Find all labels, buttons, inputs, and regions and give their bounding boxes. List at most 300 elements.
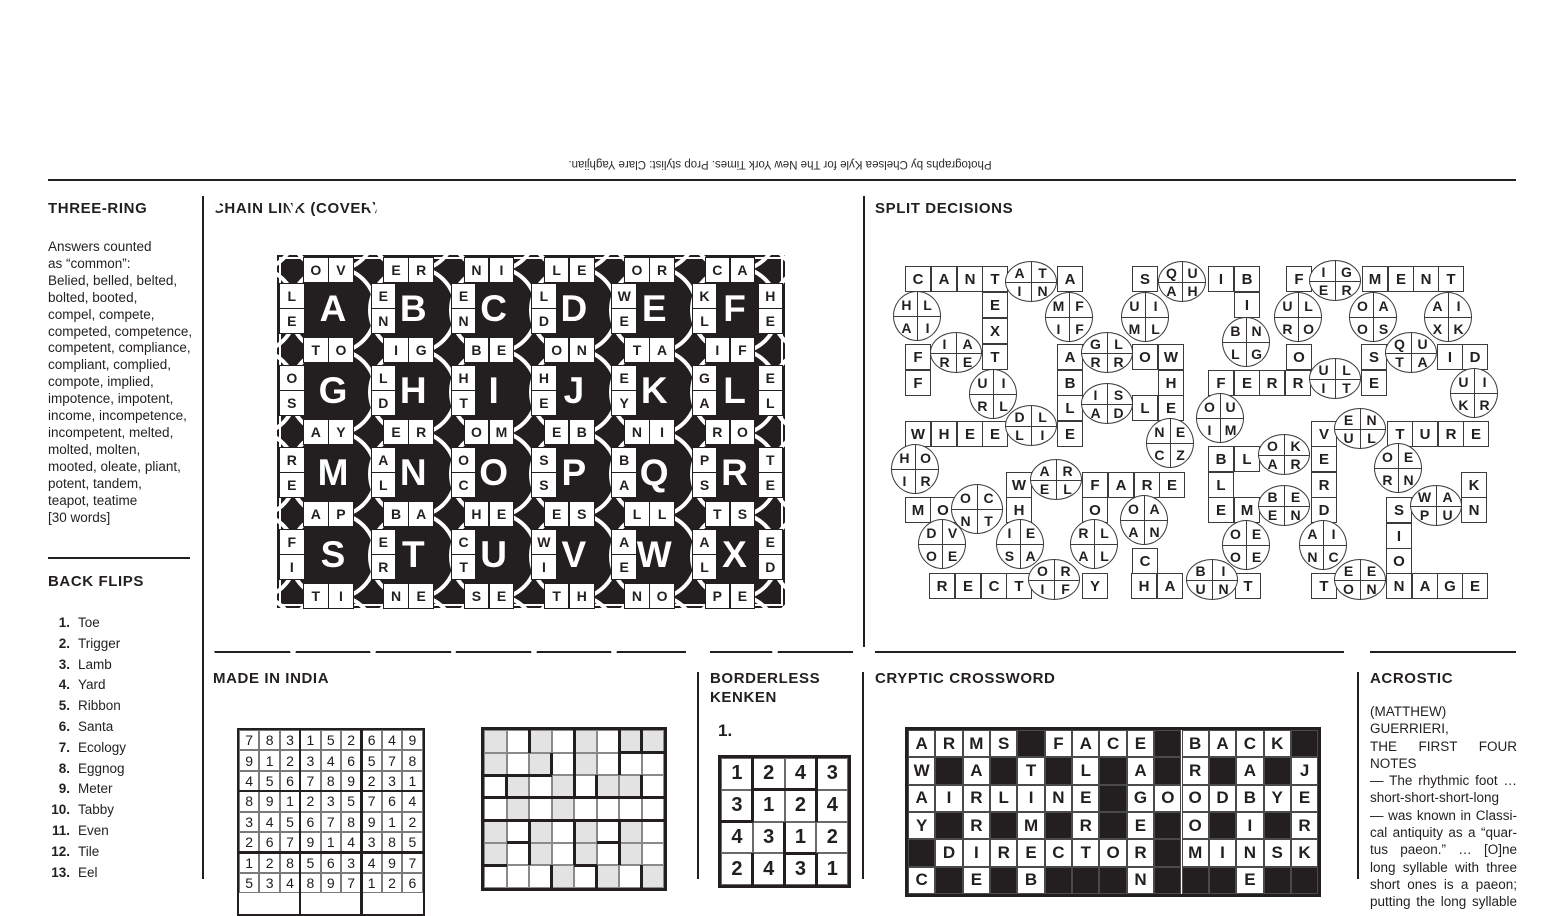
split-oval-letter: O — [1037, 562, 1048, 579]
split-square: E — [1463, 421, 1489, 447]
split-square: O — [930, 497, 956, 523]
kenken-cell: 3 — [816, 758, 848, 790]
split-oval-letter: A — [1442, 488, 1453, 505]
split-oval-letter: E — [1318, 281, 1329, 298]
sudoku-cell: 6 — [280, 771, 300, 791]
cryptic-cell: A — [1072, 730, 1099, 757]
split-oval-letter: C — [1154, 446, 1165, 463]
split-oval-letter: U — [1187, 264, 1198, 281]
thick-border-v — [528, 820, 531, 843]
thick-border-h — [552, 796, 575, 799]
chain-pair-letter: L — [649, 501, 675, 527]
region-cell — [597, 775, 620, 798]
chain-pair-letter: T — [705, 501, 731, 527]
region-cell — [642, 730, 665, 753]
split-square: B — [1234, 266, 1260, 292]
cryptic-cell: S — [990, 730, 1017, 757]
chain-pair-letter: G — [692, 365, 718, 391]
thick-border-v — [751, 790, 754, 822]
thick-border-v — [573, 820, 576, 843]
chain-pair-letter: C — [451, 472, 477, 498]
split-square: H — [1158, 370, 1184, 396]
split-square: A — [1057, 266, 1083, 292]
split-square: E — [957, 421, 983, 447]
region-cell — [574, 775, 597, 798]
chain-pair-letter: O — [328, 337, 354, 363]
split-oval-letter: A — [1078, 547, 1089, 564]
chain-pair-letter: L — [624, 501, 650, 527]
region-cell — [507, 775, 530, 798]
chain-pair-letter: R — [408, 257, 434, 283]
region-cell — [619, 798, 642, 821]
cryptic-cell: O — [1154, 785, 1181, 812]
split-oval — [1450, 368, 1498, 418]
sudoku-cell: 9 — [382, 852, 402, 872]
split-oval-letter: O — [1356, 320, 1368, 337]
split-oval-letter: L — [923, 297, 932, 314]
cryptic-cell: R — [1182, 757, 1209, 784]
chain-pair-letter: L — [531, 283, 557, 309]
chain-pair-letter: O — [464, 419, 490, 445]
split-oval-letter: U — [1318, 361, 1329, 378]
region-cell — [574, 798, 597, 821]
split-oval-letter: A — [1378, 298, 1389, 315]
cryptic-cell: A — [1127, 757, 1154, 784]
region-cell — [574, 730, 597, 753]
thick-border-h — [619, 819, 642, 822]
split-oval-letter: A — [1014, 264, 1025, 281]
region-cell — [507, 843, 530, 866]
region-cell — [529, 820, 552, 843]
sudoku-cell: 7 — [321, 812, 341, 832]
region-cell — [529, 798, 552, 821]
split-oval-letter: G — [1251, 345, 1263, 362]
split-oval-letter: F — [1075, 298, 1084, 315]
cryptic-cell: F — [1045, 730, 1072, 757]
region-cell — [597, 798, 620, 821]
split-square: S — [1386, 497, 1412, 523]
back-flips-answer: Ribbon — [78, 698, 121, 714]
thick-border-h — [785, 852, 817, 855]
section-title-three-ring: THREE-RING — [48, 200, 148, 217]
sudoku-cell: 8 — [321, 771, 341, 791]
chain-pair-letter: A — [730, 257, 756, 283]
split-square: A — [1412, 573, 1438, 599]
section-title-kenken — [710, 669, 820, 707]
cryptic-cell — [1264, 867, 1291, 894]
chain-big-letter: F — [723, 288, 746, 330]
chain-pair-letter: L — [371, 365, 397, 391]
split-square: R — [929, 573, 955, 599]
split-oval-letter: L — [1367, 429, 1376, 446]
chain-pair-letter: S — [531, 447, 557, 473]
split-oval-divider — [894, 316, 940, 317]
cryptic-cell: W — [908, 757, 935, 784]
chain-ring — [770, 347, 860, 437]
split-square: T — [1311, 573, 1337, 599]
thick-border-v — [550, 865, 553, 888]
sudoku-cell: 4 — [321, 750, 341, 770]
chain-pair-letter: A — [408, 501, 434, 527]
kenken-number-label: 1. — [718, 721, 733, 740]
thick-border-v — [618, 820, 621, 843]
chain-pair-letter: O — [624, 257, 650, 283]
split-oval-letter: R — [1062, 462, 1073, 479]
thick-border-h — [484, 864, 507, 867]
chain-pair-letter: I — [383, 337, 409, 363]
cryptic-cell: L — [1072, 757, 1099, 784]
split-oval-letter: R — [920, 472, 931, 489]
region-cell — [484, 820, 507, 843]
split-oval-letter: B — [1230, 323, 1241, 340]
split-oval — [1222, 317, 1270, 367]
split-square: S — [1361, 344, 1387, 370]
chain-big-letter: N — [399, 452, 427, 494]
split-oval — [1030, 459, 1082, 500]
sudoku-cell: 3 — [239, 812, 259, 832]
cryptic-cell — [1099, 867, 1126, 894]
back-flips-answer: Tabby — [78, 802, 115, 818]
split-oval-letter: A — [901, 319, 912, 336]
three-ring-line: incompetent, melted, — [48, 424, 174, 440]
chain-pair-letter: T — [303, 583, 329, 609]
split-square: E — [1159, 472, 1185, 498]
split-oval-letter: L — [1304, 298, 1313, 315]
split-square: V — [1311, 421, 1337, 447]
chain-pair-letter: O — [303, 257, 329, 283]
cryptic-cell: R — [1127, 839, 1154, 866]
cryptic-cell: A — [1209, 730, 1236, 757]
top-rule — [48, 179, 1516, 181]
chain-pair-letter: F — [730, 337, 756, 363]
split-oval-divider — [1223, 545, 1269, 546]
split-oval-letter: N — [1307, 548, 1318, 565]
chain-pair-letter: R — [371, 554, 397, 580]
split-oval-letter: N — [1149, 523, 1160, 540]
chain-pair-letter: W — [611, 283, 637, 309]
back-flips-number: 5. — [58, 698, 70, 714]
split-square: C — [981, 573, 1007, 599]
thick-border-h — [507, 819, 530, 822]
split-square: E — [1208, 497, 1234, 523]
cryptic-cell: T — [1072, 839, 1099, 866]
back-flips-number: 4. — [58, 677, 70, 693]
split-oval-letter: S — [1004, 547, 1015, 564]
split-oval-letter: N — [1251, 323, 1262, 340]
cryptic-cell — [1209, 757, 1236, 784]
three-ring-line: compel, compete, — [48, 306, 155, 322]
kenken-cell: 3 — [721, 790, 753, 822]
chain-big-letter: M — [317, 452, 349, 494]
three-ring-line: teapot, teatime — [48, 492, 138, 508]
sudoku-cell: 7 — [300, 771, 320, 791]
divider-cryptic-acrostic — [1357, 672, 1359, 879]
region-cell — [574, 820, 597, 843]
three-ring-line: potent, tandem, — [48, 475, 142, 491]
chain-pair-letter: E — [489, 501, 515, 527]
chain-pair-letter: N — [624, 419, 650, 445]
rule-cryptic — [875, 651, 1344, 653]
chain-pair-letter: R — [279, 447, 305, 473]
chain-pair-letter: R — [408, 419, 434, 445]
acrostic-line: tus paeon.” … [O]ne — [1370, 842, 1517, 858]
region-cell — [552, 843, 575, 866]
split-oval-divider — [1223, 342, 1269, 343]
back-flips-item — [40, 759, 200, 780]
cryptic-cell: B — [1017, 867, 1044, 894]
sudoku-cell: 4 — [280, 873, 300, 893]
thick-border-v — [618, 753, 621, 776]
chain-pair-letter: N — [569, 337, 595, 363]
region-cell — [529, 775, 552, 798]
sudoku-cell: 5 — [402, 832, 422, 852]
region-cell — [552, 865, 575, 888]
chain-pair-letter: E — [371, 529, 397, 555]
cryptic-cell — [990, 812, 1017, 839]
split-square: W — [1158, 344, 1184, 370]
split-oval-letter: O — [1343, 580, 1354, 597]
sudoku-cell: 3 — [259, 873, 279, 893]
chain-pair-letter: Y — [328, 419, 354, 445]
split-oval-letter: I — [1482, 374, 1487, 391]
kenken-cell: 2 — [721, 853, 753, 885]
region-cell — [484, 730, 507, 753]
thick-border-v — [595, 865, 598, 888]
split-oval-letter: I — [1153, 298, 1158, 315]
chain-pair-letter: H — [758, 283, 784, 309]
split-oval-letter: X — [1432, 320, 1443, 337]
sudoku-cell: 6 — [361, 730, 381, 750]
split-square: E — [982, 292, 1008, 318]
sudoku-cell: 8 — [300, 873, 320, 893]
divider-kenken-cryptic — [862, 672, 864, 879]
thick-border-v — [573, 730, 576, 753]
split-oval-letter: I — [1056, 320, 1061, 337]
sudoku-cell: 8 — [402, 750, 422, 770]
chain-pair-letter: E — [758, 472, 784, 498]
thick-border-h — [507, 841, 530, 844]
split-oval-letter: A — [1267, 455, 1278, 472]
split-oval — [1334, 408, 1386, 449]
split-oval-letter: L — [1100, 525, 1109, 542]
cryptic-cell — [990, 867, 1017, 894]
cryptic-cell — [1045, 812, 1072, 839]
split-square: D — [1462, 344, 1488, 370]
section-title-made-in-india: MADE IN INDIA — [213, 670, 330, 687]
split-oval — [1299, 520, 1347, 570]
region-cell — [507, 730, 530, 753]
thick-border-v — [573, 843, 576, 866]
chain-pair-letter: E — [383, 419, 409, 445]
cryptic-cell: A — [963, 757, 990, 784]
split-oval — [1410, 485, 1462, 526]
region-cell — [484, 798, 507, 821]
split-oval-letter: R — [1090, 353, 1101, 370]
chain-pair-letter: T — [758, 447, 784, 473]
chain-pair-letter: T — [451, 390, 477, 416]
region-cell — [507, 798, 530, 821]
split-oval — [1222, 520, 1270, 570]
split-oval-letter: G — [1341, 263, 1352, 280]
acrostic-line: short ones is a paeon; — [1370, 876, 1517, 892]
kenken-cell: 1 — [721, 758, 753, 790]
cryptic-cell: I — [1017, 785, 1044, 812]
split-square: C — [1132, 548, 1158, 574]
split-square: T — [1387, 421, 1413, 447]
acrostic-answer-text — [1370, 703, 1517, 911]
cryptic-cell: L — [990, 785, 1017, 812]
three-ring-line: competed, competence, — [48, 323, 193, 339]
cryptic-cell — [1209, 867, 1236, 894]
sudoku-cell: 6 — [402, 873, 422, 893]
cryptic-cell: K — [1291, 839, 1318, 866]
chain-pair-letter: H — [569, 583, 595, 609]
chain-pair-letter: N — [624, 583, 650, 609]
back-flips-item — [40, 634, 200, 655]
region-cell — [597, 865, 620, 888]
chain-pair-letter: E — [544, 419, 570, 445]
split-oval-letter: N — [1366, 411, 1377, 428]
cryptic-cell — [1154, 812, 1181, 839]
split-oval-letter: B — [1195, 562, 1206, 579]
split-oval-letter: P — [1419, 506, 1430, 523]
split-oval-letter: M — [1052, 298, 1065, 315]
split-oval — [930, 332, 982, 373]
chain-pair-letter: H — [451, 365, 477, 391]
region-cell — [552, 730, 575, 753]
split-oval-letter: R — [1113, 353, 1124, 370]
split-oval-letter: V — [947, 525, 958, 542]
thick-border-v — [528, 730, 531, 753]
cryptic-cell: G — [1127, 785, 1154, 812]
back-flips-item — [40, 738, 200, 759]
sudoku-cell: 3 — [361, 832, 381, 852]
back-flips-answer: Eggnog — [78, 760, 125, 776]
thick-border-h — [642, 751, 665, 754]
chain-pair-letter: L — [758, 390, 784, 416]
split-oval-letter: U — [1225, 399, 1236, 416]
sudoku-cell: 4 — [259, 812, 279, 832]
split-oval-letter: A — [1417, 353, 1428, 370]
sudoku-cell: 2 — [239, 832, 259, 852]
split-oval — [1258, 434, 1310, 475]
split-oval-letter: N — [1403, 471, 1414, 488]
cryptic-cell — [1264, 812, 1291, 839]
thick-border-v — [595, 775, 598, 798]
split-square: H — [931, 421, 957, 447]
thick-border-v — [505, 775, 508, 798]
sudoku-region-grid — [481, 727, 667, 891]
sudoku-cell: 9 — [402, 730, 422, 750]
three-ring-line: bolted, booted, — [48, 289, 138, 305]
chain-pair-letter: E — [544, 501, 570, 527]
three-ring-line: as “common”: — [48, 255, 131, 271]
sudoku-cell: 8 — [382, 832, 402, 852]
split-oval-letter: D — [1014, 408, 1025, 425]
split-oval-letter: U — [977, 375, 988, 392]
thick-border-h — [597, 841, 620, 844]
acrostic-line: putting the long syllable — [1370, 894, 1517, 910]
cryptic-cell: E — [1127, 730, 1154, 757]
split-square: W — [905, 421, 931, 447]
chain-pair-letter: L — [279, 283, 305, 309]
cryptic-cell: Y — [1264, 785, 1291, 812]
region-cell — [484, 843, 507, 866]
chain-pair-letter: A — [692, 529, 718, 555]
split-oval — [1274, 292, 1322, 342]
thick-border-h — [574, 796, 597, 799]
chain-pair-letter: O — [279, 365, 305, 391]
split-oval-divider — [1310, 379, 1360, 380]
split-oval-divider — [1300, 545, 1346, 546]
thick-border-h — [721, 820, 753, 823]
back-flips-number: 9. — [58, 781, 70, 797]
acrostic-line: cal antiquity as a “quar- — [1370, 825, 1517, 841]
thick-border-h — [642, 819, 665, 822]
chain-pair-letter: P — [328, 501, 354, 527]
split-oval-divider — [892, 469, 938, 470]
split-oval-letter: G — [1090, 335, 1101, 352]
sudoku-cell: 4 — [402, 791, 422, 811]
split-oval — [1158, 261, 1206, 302]
three-ring-line: [30 words] — [48, 509, 111, 525]
split-oval-letter: H — [1187, 282, 1198, 299]
chain-pair-letter: C — [705, 257, 731, 283]
cryptic-cell — [908, 839, 935, 866]
back-flips-item — [40, 696, 200, 717]
split-square: T — [1438, 266, 1464, 292]
thick-border-h — [785, 788, 817, 791]
chain-pair-letter: B — [611, 447, 637, 473]
kenken-answer-grid — [718, 755, 851, 888]
sudoku-cell: 5 — [280, 812, 300, 832]
split-oval-letter: N — [960, 512, 971, 529]
chain-pair-letter: E — [279, 308, 305, 334]
split-oval-divider — [970, 394, 1016, 395]
cryptic-crossword-grid — [905, 727, 1321, 897]
sudoku-cell: 1 — [280, 791, 300, 811]
back-flips-item — [40, 655, 200, 676]
split-square: E — [1388, 266, 1414, 292]
chain-big-letter: J — [563, 370, 585, 412]
split-oval — [1028, 559, 1080, 600]
split-square: L — [1132, 395, 1158, 421]
chain-pair-letter: W — [531, 529, 557, 555]
sudoku-cell: 9 — [300, 832, 320, 852]
chain-big-letter: I — [488, 370, 499, 412]
sudoku-cell: 5 — [361, 750, 381, 770]
section-title-acrostic: ACROSTIC — [1370, 670, 1454, 687]
split-oval-letter: I — [925, 319, 930, 336]
split-square: N — [1461, 497, 1487, 523]
thick-border-v — [640, 865, 643, 888]
split-oval — [1385, 332, 1437, 373]
split-square: A — [1057, 344, 1083, 370]
cryptic-cell: M — [963, 730, 990, 757]
chain-ring — [770, 511, 860, 601]
split-oval-letter: I — [1331, 526, 1336, 543]
thick-border-v — [751, 758, 754, 790]
split-oval-letter: L — [1038, 408, 1047, 425]
chain-pair-letter: S — [569, 501, 595, 527]
split-square: E — [982, 421, 1008, 447]
split-oval — [1146, 418, 1194, 468]
split-oval — [1005, 405, 1057, 446]
split-square: S — [1132, 266, 1158, 292]
split-oval-letter: A — [962, 335, 973, 352]
thick-border-v — [550, 753, 553, 776]
split-square: G — [1437, 573, 1463, 599]
